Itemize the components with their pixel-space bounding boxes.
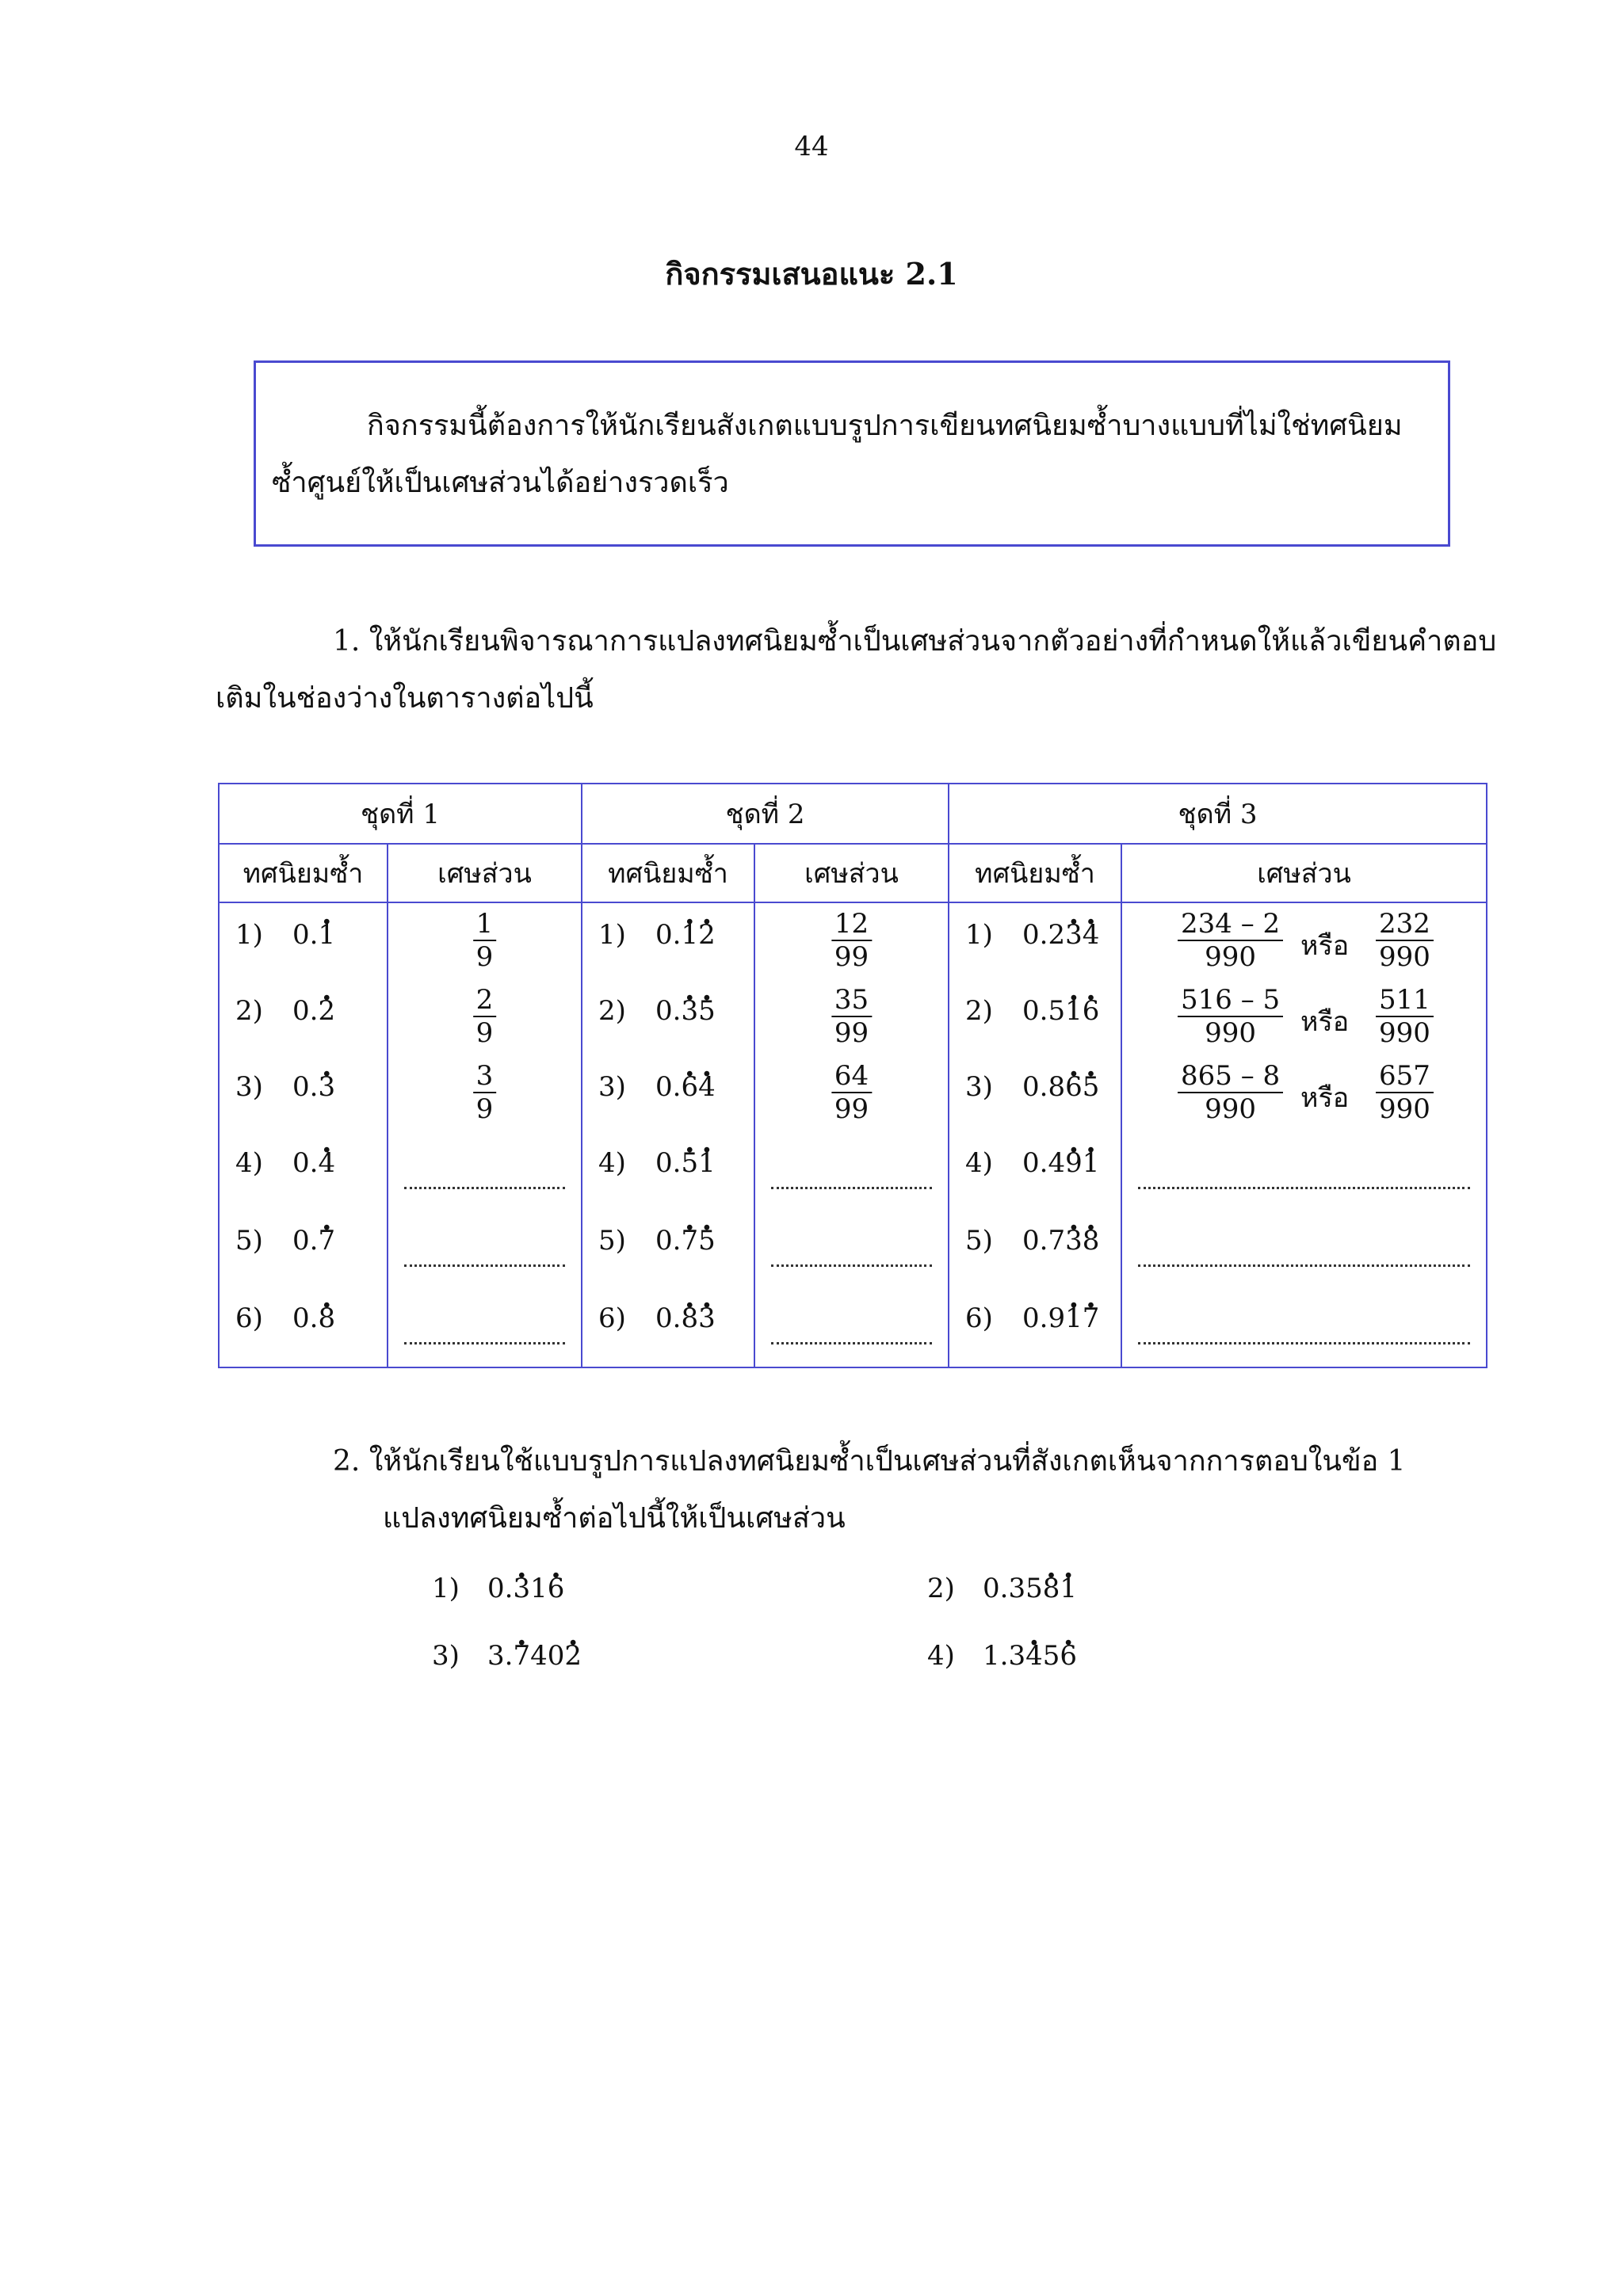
repeating-digit: . 4 (1083, 919, 1100, 951)
repeating-digit: . 3 (698, 1302, 716, 1334)
repeating-decimal (235, 1302, 335, 1334)
fraction-simplified (1376, 908, 1434, 973)
fraction (473, 984, 497, 1049)
repeating-digit: . 7 (318, 1225, 335, 1257)
numerator: 35 (831, 984, 872, 1017)
numerator: 3 (473, 1060, 497, 1093)
digits: 5 (1042, 1640, 1060, 1672)
numerator: 865 – 8 (1178, 1060, 1283, 1093)
answer-blank (1138, 1342, 1470, 1344)
question-2-line-1: 2. ให้นักเรียนใช้แบบรูปการแปลงทศนิยมซ้ำเป็นเศษส่วนที่สังเกตเห็นจากการตอบในข้อ 1 (333, 1445, 1406, 1478)
repeating-digit: . 1 (1060, 1573, 1077, 1604)
denominator: 990 (1205, 941, 1257, 973)
item-number: 3) (965, 1071, 993, 1103)
item-number: 6) (598, 1302, 626, 1334)
fraction (473, 1060, 497, 1125)
repeating-digit: . 6 (681, 1071, 698, 1103)
exercise-item (432, 1573, 564, 1604)
decimal-prefix: 0. (655, 1071, 682, 1103)
col-fraction-header: เศษส่วน (388, 844, 582, 902)
item-number: 3) (598, 1071, 626, 1103)
item-number: 3) (432, 1640, 460, 1672)
set-1-header: ชุดที่ 1 (219, 784, 582, 844)
col-decimal-header: ทศนิยมซ้ำ (582, 844, 754, 902)
decimal-prefix: 0. (292, 995, 319, 1027)
denominator: 990 (1205, 1093, 1257, 1125)
item-number: 1) (235, 919, 263, 951)
numerator: 657 (1376, 1060, 1434, 1093)
answer-blank (404, 1187, 565, 1189)
repeating-digit: . 7 (681, 1225, 698, 1257)
answer-blank (1138, 1264, 1470, 1267)
set-3-header: ชุดที่ 3 (949, 784, 1487, 844)
decimal-prefix: 0.8 (1022, 1071, 1066, 1103)
repeating-digit: . 6 (1065, 1071, 1083, 1103)
repeating-digit: . 7 (513, 1640, 530, 1672)
fraction (1178, 984, 1283, 1049)
denominator: 99 (834, 941, 869, 973)
repeating-digit: . 1 (1083, 1147, 1100, 1179)
answer-blank (404, 1264, 565, 1267)
numerator: 516 – 5 (1178, 984, 1283, 1017)
numerator: 1 (473, 908, 497, 941)
decimal-prefix: 0. (292, 919, 319, 951)
digits: 3. (487, 1640, 514, 1672)
fraction (831, 908, 872, 973)
denominator: 990 (1379, 1017, 1430, 1049)
fraction (1178, 908, 1283, 973)
repeating-digit: . 3 (1065, 1225, 1083, 1257)
repeating-decimal (235, 1147, 335, 1179)
denominator: 990 (1379, 1093, 1430, 1125)
or-word: หรือ (1300, 930, 1350, 962)
page-title: กิจกรรมเสนอแนะ 2.1 (665, 256, 958, 292)
item-number: 6) (235, 1302, 263, 1334)
repeating-decimal (598, 919, 716, 951)
objective-line-1: กิจกรรมนี้ต้องการให้นักเรียนสังเกตแบบรูปการเขียนทศนิยมซ้ำบางแบบที่ไม่ใช่ทศนิยม (367, 410, 1403, 442)
numerator: 511 (1376, 984, 1434, 1017)
repeating-decimal (235, 1225, 335, 1257)
col-decimal-header: ทศนิยมซ้ำ (219, 844, 388, 902)
denominator: 9 (475, 1017, 494, 1049)
repeating-digit: . 6 (1060, 1640, 1077, 1672)
decimal-prefix: 0.9 (1022, 1302, 1066, 1334)
repeating-decimal (965, 995, 1099, 1027)
numerator: 64 (831, 1060, 872, 1093)
numerator: 12 (831, 908, 872, 941)
item-number: 5) (235, 1225, 263, 1257)
decimal-prefix: 0.4 (1022, 1147, 1066, 1179)
repeating-digit: . 1 (1065, 1302, 1083, 1334)
answer-blank (404, 1342, 565, 1344)
decimal-prefix: 0. (292, 1071, 319, 1103)
repeating-decimal (965, 1225, 1099, 1257)
decimal-prefix: 0.5 (1022, 995, 1066, 1027)
repeating-decimal (965, 1302, 1099, 1334)
decimal-prefix: 0. (655, 1225, 682, 1257)
item-number: 1) (432, 1573, 460, 1604)
item-number: 2) (927, 1573, 955, 1604)
decimal-prefix: 0. (292, 1147, 319, 1179)
repeating-decimal (965, 919, 1099, 951)
repeating-decimal (598, 1225, 716, 1257)
set-1-fractions (388, 902, 582, 1367)
item-number: 4) (965, 1147, 993, 1179)
numerator: 2 (473, 984, 497, 1017)
digits: 1 (530, 1573, 548, 1604)
repeating-decimal (598, 995, 716, 1027)
conversion-table (218, 783, 1487, 1368)
repeating-digit: . 3 (681, 995, 698, 1027)
repeating-digit: . 4 (698, 1071, 716, 1103)
objective-box (254, 360, 1450, 547)
repeating-digit: . 1 (698, 1147, 716, 1179)
denominator: 9 (475, 1093, 494, 1125)
digits: 0.35 (983, 1573, 1043, 1604)
repeating-digit: . 5 (698, 1225, 716, 1257)
exercise-item (432, 1640, 582, 1672)
decimal-prefix: 0. (292, 1225, 319, 1257)
set-2-header: ชุดที่ 2 (582, 784, 949, 844)
or-word: หรือ (1300, 1006, 1350, 1038)
repeating-decimal (598, 1147, 716, 1179)
item-number: 3) (235, 1071, 263, 1103)
repeating-digit: . 9 (1065, 1147, 1083, 1179)
item-number: 4) (235, 1147, 263, 1179)
item-number: 4) (927, 1640, 955, 1672)
fraction (473, 908, 497, 973)
or-word: หรือ (1300, 1082, 1350, 1114)
digits: 0. (487, 1573, 514, 1604)
item-number: 4) (598, 1147, 626, 1179)
decimal-prefix: 0. (655, 1147, 682, 1179)
repeating-digit: . 8 (1043, 1573, 1060, 1604)
digits: 40 (530, 1640, 565, 1672)
page-number: 44 (794, 131, 829, 162)
item-number: 2) (965, 995, 993, 1027)
answer-blank (771, 1264, 932, 1267)
item-number: 2) (235, 995, 263, 1027)
repeating-decimal (235, 995, 335, 1027)
repeating-digit: . 2 (318, 995, 335, 1027)
item-number: 2) (598, 995, 626, 1027)
repeating-digit: . 5 (698, 995, 716, 1027)
decimal-prefix: 0.2 (1022, 919, 1066, 951)
item-number: 6) (965, 1302, 993, 1334)
repeating-digit: . 5 (681, 1147, 698, 1179)
repeating-digit: . 7 (1083, 1302, 1100, 1334)
repeating-digit: . 6 (548, 1573, 565, 1604)
repeating-digit: . 2 (698, 919, 716, 951)
denominator: 990 (1379, 941, 1430, 973)
decimal-prefix: 0.7 (1022, 1225, 1066, 1257)
repeating-decimal (235, 1071, 335, 1103)
denominator: 99 (834, 1093, 869, 1125)
repeating-digit: . 1 (681, 919, 698, 951)
set-3-fractions (1121, 902, 1487, 1367)
repeating-digit: . 4 (1025, 1640, 1043, 1672)
numerator: 232 (1376, 908, 1434, 941)
repeating-digit: . 3 (1065, 919, 1083, 951)
decimal-prefix: 0. (292, 1302, 319, 1334)
col-fraction-header: เศษส่วน (754, 844, 949, 902)
repeating-digit: . 6 (1083, 995, 1100, 1027)
denominator: 9 (475, 941, 494, 973)
decimal-prefix: 0. (655, 995, 682, 1027)
answer-blank (771, 1342, 932, 1344)
repeating-digit: . 4 (318, 1147, 335, 1179)
repeating-digit: . 3 (513, 1573, 530, 1604)
objective-line-2: ซ้ำศูนย์ให้เป็นเศษส่วนได้อย่างรวดเร็ว (272, 467, 729, 499)
set-3-decimals (949, 902, 1121, 1367)
answer-blank (1138, 1187, 1470, 1189)
repeating-decimal (965, 1071, 1099, 1103)
decimal-prefix: 0. (655, 919, 682, 951)
fraction-simplified (1376, 984, 1434, 1049)
col-fraction-header: เศษส่วน (1121, 844, 1487, 902)
denominator: 99 (834, 1017, 869, 1049)
fraction (1178, 1060, 1283, 1125)
item-number: 1) (598, 919, 626, 951)
question-1-line-2: เติมในช่องว่างในตารางต่อไปนี้ (216, 682, 594, 715)
repeating-digit: . 8 (1083, 1225, 1100, 1257)
digits: 1.3 (983, 1640, 1026, 1672)
repeating-digit: . 1 (1065, 995, 1083, 1027)
question-2-line-2: แปลงทศนิยมซ้ำต่อไปนี้ให้เป็นเศษส่วน (383, 1502, 846, 1535)
repeating-decimal (235, 919, 335, 951)
answer-blank (771, 1187, 932, 1189)
repeating-digit: . 2 (564, 1640, 582, 1672)
exercise-item (927, 1640, 1077, 1672)
repeating-decimal (598, 1071, 716, 1103)
repeating-digit: . 8 (318, 1302, 335, 1334)
repeating-digit: . 8 (681, 1302, 698, 1334)
col-decimal-header: ทศนิยมซ้ำ (949, 844, 1121, 902)
repeating-digit: . 3 (318, 1071, 335, 1103)
repeating-digit: . 5 (1083, 1071, 1100, 1103)
set-2-decimals (582, 902, 754, 1367)
fraction (831, 1060, 872, 1125)
set-1-decimals (219, 902, 388, 1367)
decimal-prefix: 0. (655, 1302, 682, 1334)
fraction (831, 984, 872, 1049)
repeating-decimal (965, 1147, 1099, 1179)
exercise-item (927, 1573, 1077, 1604)
repeating-digit: . 1 (318, 919, 335, 951)
question-1-line-1: 1. ให้นักเรียนพิจารณาการแปลงทศนิยมซ้ำเป็นเศษส่วนจากตัวอย่างที่กำหนดให้แล้วเขียนคำตอบ (333, 625, 1497, 658)
numerator: 234 – 2 (1178, 908, 1283, 941)
item-number: 1) (965, 919, 993, 951)
item-number: 5) (598, 1225, 626, 1257)
repeating-decimal (598, 1302, 716, 1334)
set-2-fractions (754, 902, 949, 1367)
fraction-simplified (1376, 1060, 1434, 1125)
denominator: 990 (1205, 1017, 1257, 1049)
item-number: 5) (965, 1225, 993, 1257)
